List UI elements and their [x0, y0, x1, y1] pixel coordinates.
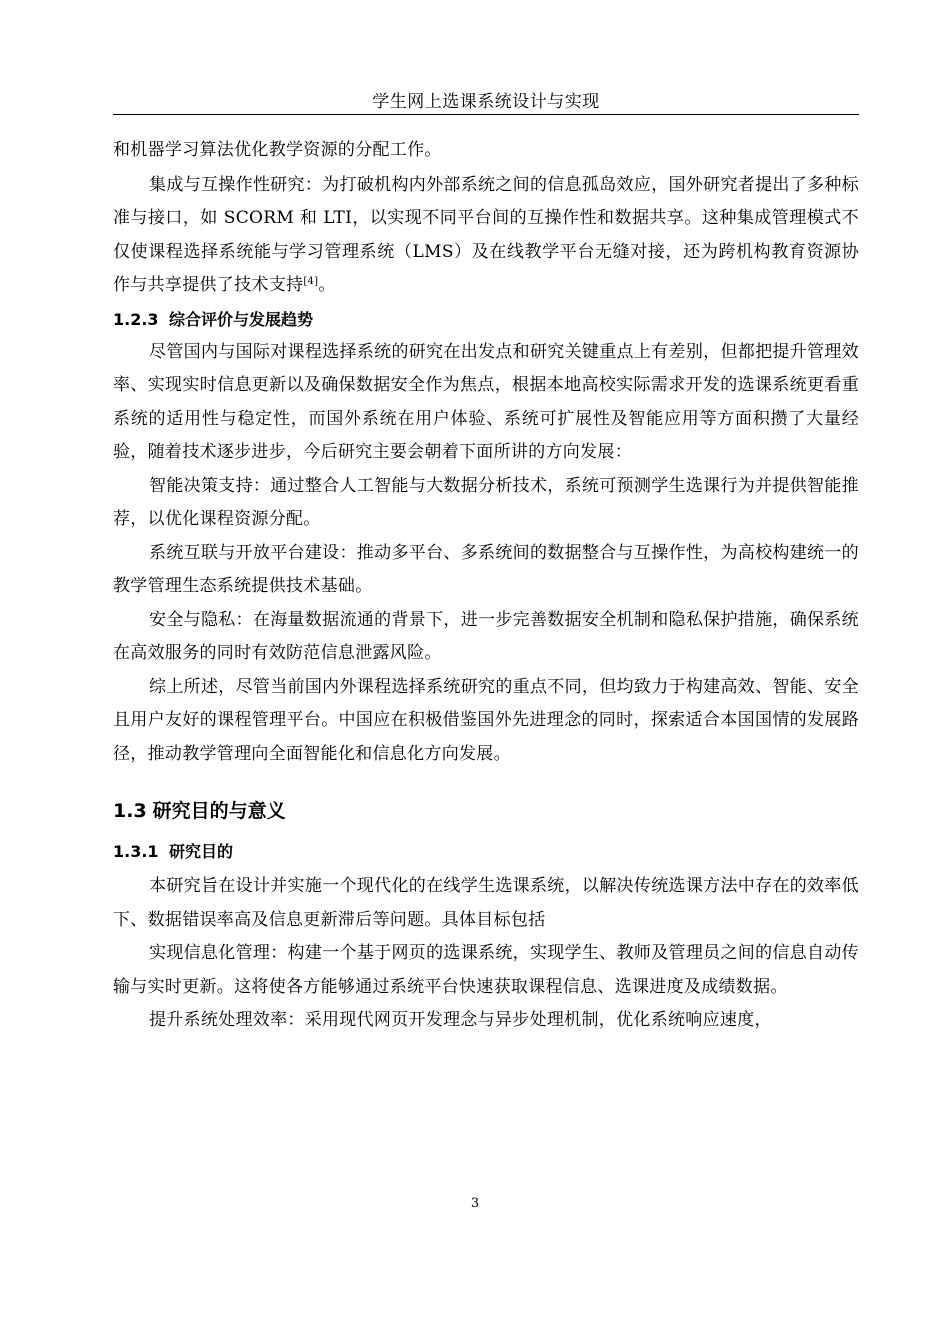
paragraph-continuation: 和机器学习算法优化教学资源的分配工作。 [113, 140, 442, 160]
section-heading-1-3 [113, 793, 859, 829]
section-number: 1.3.1 [113, 842, 159, 861]
section-heading-1-3-1 [113, 835, 859, 868]
paragraph-efficiency: 提升系统处理效率：采用现代网页开发理念与异步处理机制，优化系统响应速度， [149, 1010, 772, 1030]
paragraph-purpose: 本研究旨在设计并实施一个现代化的在线学生选课系统，以解决传统选课方法中存在的效率低下、数据错误率高及信息更新滞后等问题。具体目标包括 [113, 876, 859, 930]
paragraph-overview: 尽管国内与国际对课程选择系统的研究在出发点和研究关键重点上有差别，但都把提升管理效率、实现实时信息更新以及确保数据安全作为焦点，根据本地高校实际需求开发的选课系统更看重系统的适用性与稳定性，而国外系统在用户体验、系统可扩展性及智能应用等方面积攒了大量经验，随着技术逐步进步，今后研究主要会朝着下面所讲的方向发展： [113, 341, 859, 462]
paragraph-integration-text: 集成与互操作性研究：为打破机构内外部系统之间的信息孤岛效应，国外研究者提出了多种标准与接口，如 SCORM 和 LTI，以实现不同平台间的互操作性和数据共享。这种集成管理模式不仅使课程选择系统能与学习管理系统（LMS）及在线教学平台无缝对接，还为跨机构教育资源协作与共享提供了技术支持 [113, 174, 859, 295]
section-number: 1.3 [113, 800, 147, 822]
running-title: 学生网上选课系统设计与实现 [372, 92, 600, 112]
page-header [113, 90, 859, 115]
section-heading-1-2-3 [113, 303, 859, 336]
section-title: 研究目的与意义 [152, 800, 286, 822]
paragraph-security: 安全与隐私：在海量数据流通的背景下，进一步完善数据安全机制和隐私保护措施，确保系统在高效服务的同时有效防范信息泄露风险。 [113, 609, 859, 663]
page-content [113, 134, 859, 1038]
paragraph-info-management: 实现信息化管理：构建一个基于网页的选课系统，实现学生、教师及管理员之间的信息自动传输与实时更新。这将使各方能够通过系统平台快速获取课程信息、选课进度及成绩数据。 [113, 943, 859, 997]
paragraph-summary: 综上所述，尽管当前国内外课程选择系统研究的重点不同，但均致力于构建高效、智能、安全且用户友好的课程管理平台。中国应在积极借鉴国外先进理念的同时，探索适合本国国情的发展路径，推动教学管理向全面智能化和信息化方向发展。 [113, 676, 859, 764]
paragraph-interconnect: 系统互联与开放平台建设：推动多平台、多系统间的数据整合与互操作性，为高校构建统一的教学管理生态系统提供技术基础。 [113, 542, 859, 596]
section-title: 研究目的 [169, 842, 234, 861]
section-number: 1.2.3 [113, 309, 159, 329]
paragraph-integration-end: 。 [318, 275, 336, 295]
citation-reference: [4] [303, 276, 319, 287]
paragraph-integration [113, 169, 859, 303]
section-title: 综合评价与发展趋势 [169, 309, 314, 329]
paragraph-smart-decision: 智能决策支持：通过整合人工智能与大数据分析技术，系统可预测学生选课行为并提供智能推荐，以优化课程资源分配。 [113, 475, 859, 529]
page-number: 3 [470, 1196, 480, 1211]
